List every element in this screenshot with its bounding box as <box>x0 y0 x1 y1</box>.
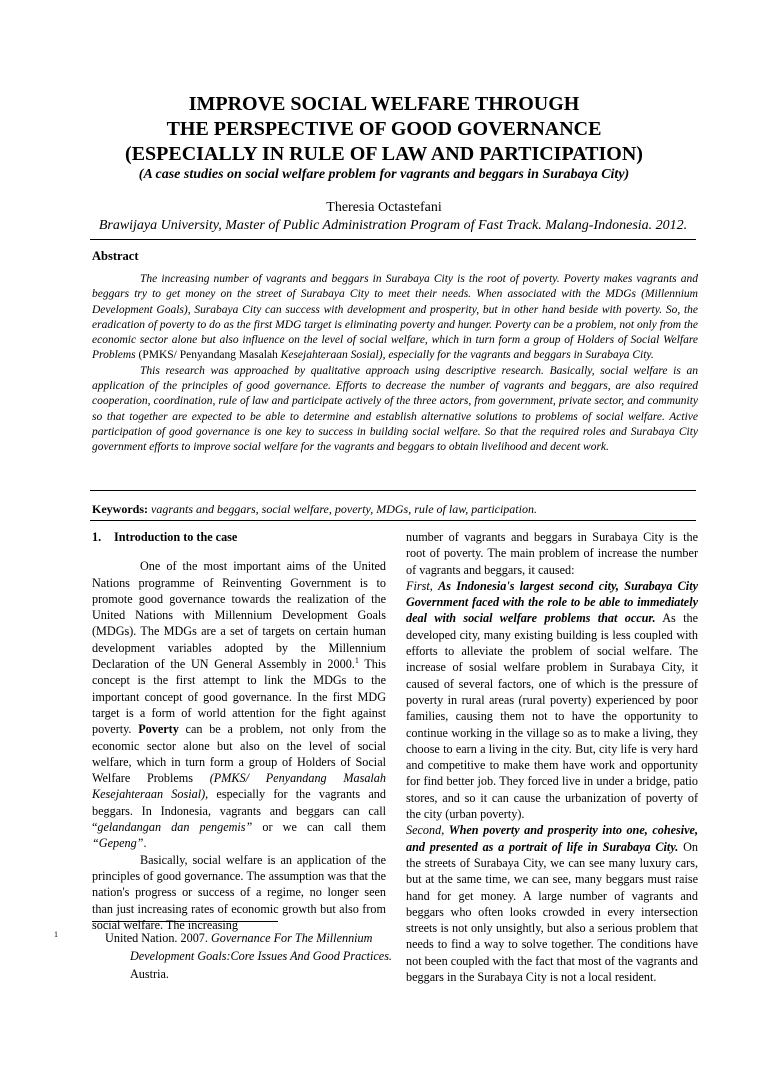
author-name: Theresia Octastefani <box>326 200 442 215</box>
left-column <box>92 529 386 933</box>
abstract-heading: Abstract <box>92 249 139 263</box>
abstract-divider <box>90 490 696 491</box>
abstract-paragraph-2: This research was approached by qualitative approach using descriptive research. Basically, social welfare is an application of the principles of good governance. Efforts to decrease the number of vagrants and beggars, are also required cooperation, coordination, rule of law and participate actively of the three actors, from government, private sector, and community so that together are expected to be able to determine and establish alternative solutions to problems of social welfare. Active participation of good governance is one key to success in building social welfare. So that the required roles and Surabaya City government efforts to improve social welfare for the vagrants and beggars to obtain livelihood and decent work. <box>92 364 698 454</box>
header-divider <box>90 239 696 240</box>
section-heading: 1. Introduction to the case <box>92 530 238 544</box>
intro-continuation: number of vagrants and beggars in Surabaya City is the root of poverty. The main problem of increase the number of vagrants and beggars, it caused: <box>406 530 698 577</box>
footnote: $^1$ United Nation. 2007. Governance For The Millennium Development Goals:Core Issues And Good Practices. Austria. <box>54 929 392 981</box>
keywords-label: Keywords: <box>92 502 148 516</box>
abstract-body <box>92 272 698 456</box>
title-line-2: THE PERSPECTIVE OF GOOD GOVERNANCE <box>166 118 602 140</box>
footnote-divider <box>92 921 278 922</box>
subtitle: (A case studies on social welfare problem for vagrants and beggars in Surabaya City) <box>138 167 630 182</box>
keywords-text: vagrants and beggars, social welfare, poverty, MDGs, rule of law, participation. <box>151 502 537 516</box>
author-affiliation: Brawijaya University, Master of Public Administration Program of Fast Track. Malang-Indonesia. 2012. <box>98 218 688 233</box>
title-line-3: (ESPECIALLY IN RULE OF LAW AND PARTICIPATION) <box>125 143 643 165</box>
keywords-divider <box>90 520 696 521</box>
keywords <box>92 501 698 517</box>
title-line-1: IMPROVE SOCIAL WELFARE THROUGH <box>188 93 580 115</box>
abstract-paragraph-1: The increasing number of vagrants and beggars in Surabaya City is the root of poverty. Poverty makes vagrants and beggars try to get money on the street of Surabaya City to meet their needs. When associated with the MDGs (Millennium Development Goals), Surabaya City can success with development and prosperity, but in other hand beside with poverty. So, the eradication of poverty to do as the first MDG target is eliminating poverty and hunger. Poverty can be a problem, not only from the economic sector alone but also influence on the level of social welfare, which in turn form a group of Holders of Social Welfare Problems (PMKS/ Penyandang Masalah Kesejahteraan Sosial), especially for the vagrants and beggars in Surabaya City. <box>92 273 698 362</box>
intro-paragraph-1: One of the most important aims of the United Nations programme of Reinventing Government is to promote good governance towards the realization of the United Nations with Millennium Development Goals (MDGs). The MDGs are a set of targets on certain human development variables adopted by the Millennium Declaration of the UN General Assembly in 2000.$^1$ This concept is the first attempt to link the MDGs to the important concept of good governance. In the first MDG target is a form of world attention for the fight against poverty. Poverty can be a problem, not only from the economic sector alone but also on the level of social welfare, which in turn form a group of Holders of Social Welfare Problems (PMKS/ Penyandang Masalah Kesejahteraan Sosial), especially for the vagrants and beggars. In Indonesia, vagrants and beggars can call “gelandangan dan pengemis” or we can call them “Gepeng”. <box>92 559 386 851</box>
first-cause: First, As Indonesia's largest second city, Surabaya City Government faced with the role to be able to immediately deal with social welfare problems that occur. As the developed city, many existing building is less coupled with efforts to alleviate the problem of social welfare. The increase of sosial welfare problem in Surabaya City, it caused of several factors, one of which is the pressure of poverty in rural areas (rural poverty) experienced by poor families, causing them not to have the opportunity to continue working in the village so as to make a living, they choose to earn a living in the city. But, city life is very hard and competitive to make them have work and opportunity for find better job. They forced live in under a bridge, patio stores, and so it can cause the urbanization of poverty of the city (urban poverty). <box>406 578 699 822</box>
intro-paragraph-2: Basically, social welfare is an application of the principles of good governance. The assumption was that the nation's progress or success of a regime, no longer seen than just increasing rates of economic growth but also from social welfare. The increasing <box>92 852 386 932</box>
right-column <box>406 529 698 985</box>
footnote-ref: 1 <box>354 656 359 666</box>
second-cause: Second, When poverty and prosperity into one, cohesive, and presented as a portrait of life in Surabaya City. On the streets of Surabaya City, we can see many luxury cars, but at the same time, we can see, many beggars must raise hand for get money. A large number of vagrants and beggars who often looks crowded in every intersection streets is not only unsightly, but also a serious problem that needs to find a way to solve together. The conditions have not been coupled with the fact that most of the vagrants and beggars in the Surabaya City is not a local resident. <box>406 823 698 985</box>
